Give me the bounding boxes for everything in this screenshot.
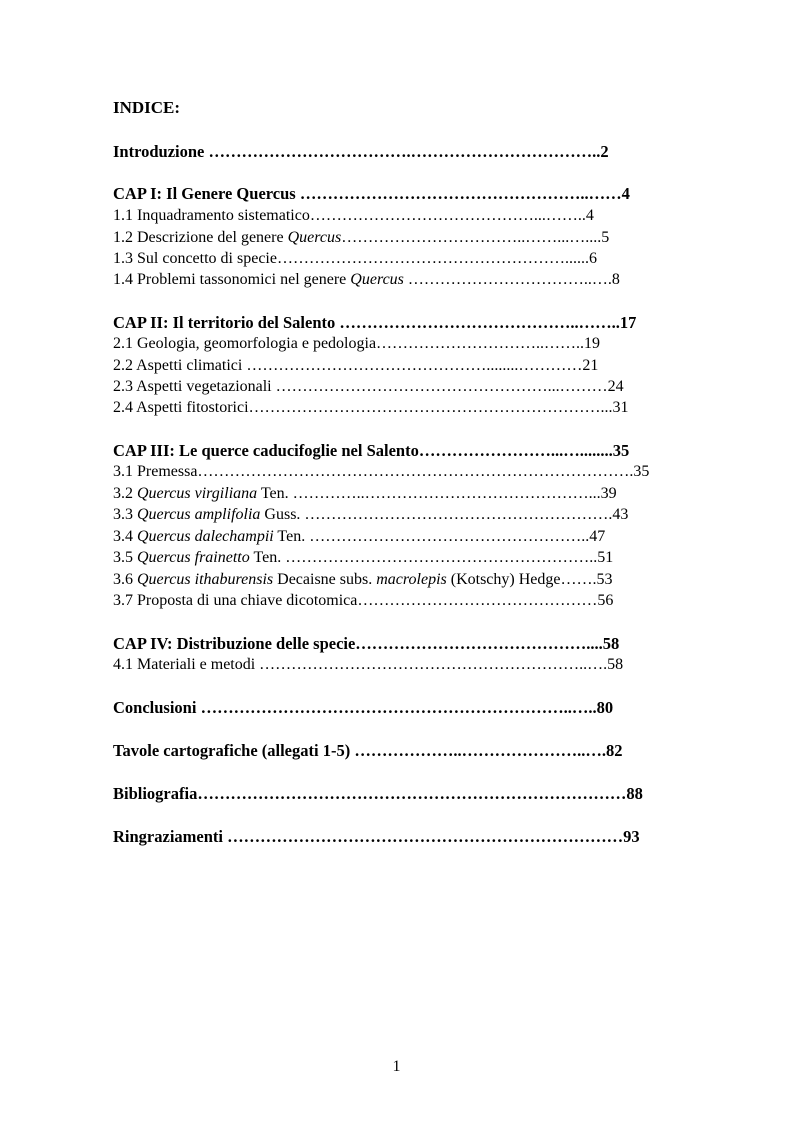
toc-entry	[113, 440, 629, 461]
toc-entry-text: Ten. …………..……………………………………...39	[257, 485, 617, 502]
toc-entry	[113, 183, 630, 204]
toc-entry	[113, 569, 613, 590]
toc-entry-text: 3.7 Proposta di una chiave dicotomica………………………………………56	[113, 592, 614, 609]
toc-entry	[113, 697, 613, 718]
toc-entry-text: 3.4	[113, 528, 137, 545]
toc-entry-text: CAP II: Il territorio del Salento ……………………………………..……..17	[113, 313, 637, 332]
toc-entry-text: Ringraziamenti ………………………………………………………………93	[113, 827, 640, 846]
toc-entry-text: 1.3 Sul concetto di specie………………………………………………......6	[113, 250, 597, 267]
toc-entry	[113, 248, 597, 269]
toc-entry	[113, 397, 629, 418]
toc-entry-text: 3.5	[113, 549, 137, 566]
toc-entry	[113, 826, 640, 847]
toc-entry-text: CAP IV: Distribuzione delle specie……………………………………....58	[113, 634, 620, 653]
toc-entry-italic-text: Quercus frainetto	[137, 549, 250, 566]
toc-entry	[113, 205, 594, 226]
toc-entry	[113, 227, 609, 248]
toc-entry	[113, 633, 619, 654]
toc-entry-text: Ten. …………………………………………………..51	[249, 549, 614, 566]
toc-entry-text: 2.4 Aspetti fitostorici…………………………………………………………...31	[113, 399, 629, 416]
toc-entry-text: ……………………………..……...…....5	[341, 229, 610, 246]
toc-entry-italic-text: Quercus	[350, 271, 404, 288]
toc-entry-text: Ten. ……………………………………………..47	[273, 528, 606, 545]
toc-entry	[113, 504, 628, 525]
toc-entry-text: 3.6	[113, 571, 137, 588]
toc-entry-text: 2.3 Aspetti vegetazionali ……………………………………………...………24	[113, 378, 624, 395]
toc-entry-italic-text: Quercus	[287, 229, 342, 246]
toc-entry-text: Tavole cartografiche (allegati 1-5) ………………..…………………..….82	[113, 741, 623, 760]
toc-entry-text: CAP III: Le querce caducifoglie nel Salento……………………...…........35	[113, 441, 630, 460]
toc-entry-text: 1.2 Descrizione del genere	[113, 229, 288, 246]
toc-entry-text: 3.1 Premessa……………………………………………………………………….35	[113, 463, 650, 480]
toc-entry-text: Decaisne subs.	[273, 571, 377, 588]
toc-entry	[113, 526, 605, 547]
toc-entry	[113, 312, 636, 333]
toc-entry-text: 3.3	[113, 506, 137, 523]
toc-entry	[113, 654, 623, 675]
toc-entry-text: Introduzione ……………………………….……………………………..2	[113, 142, 609, 161]
toc-entry	[113, 783, 643, 804]
toc-entry-text: Conclusioni …………………………………………………………..…..80	[113, 698, 614, 717]
toc-entry-text: Bibliografia……………………………………………………………………88	[113, 784, 643, 803]
toc-entry-text: Guss. ………………………………………………….43	[260, 506, 629, 523]
toc-entry	[113, 269, 620, 290]
toc-entry-text: 4.1 Materiali e metodi ……………………………………………………..….58	[113, 656, 624, 673]
toc-entry	[113, 461, 649, 482]
toc-entry	[113, 141, 609, 162]
toc-entry-text: 1.4 Problemi tassonomici nel genere	[113, 271, 351, 288]
toc-entry-text: 2.2 Aspetti climatici ………………………………………........…………21	[113, 357, 599, 374]
toc-entry-text: CAP I: Il Genere Quercus ……………………………………………..……4	[113, 184, 630, 203]
toc-entry-text: 1.1 Inquadramento sistematico……………………………………...……..4	[113, 207, 594, 224]
toc-entry	[113, 740, 622, 761]
toc-entry-text: 3.2	[113, 485, 137, 502]
page-number: 1	[392, 1058, 401, 1075]
toc-entry	[113, 483, 617, 504]
index-heading: INDICE:	[113, 98, 181, 117]
toc-entry	[113, 590, 613, 611]
toc-entry-italic-text: Quercus dalechampii	[137, 528, 274, 545]
toc-entry-italic-text: macrolepis	[376, 571, 447, 588]
toc-entry-text: 2.1 Geologia, geomorfologia e pedologia…………………………..……..19	[113, 335, 601, 352]
toc-entry-italic-text: Quercus virgiliana	[137, 485, 258, 502]
toc-entry	[113, 547, 613, 568]
toc-entry-italic-text: Quercus amplifolia	[137, 506, 261, 523]
toc-entry-text: (Kotschy) Hedge…….53	[446, 571, 613, 588]
toc-entry	[113, 333, 600, 354]
toc-entry	[113, 376, 624, 397]
toc-entry	[113, 355, 598, 376]
toc-entry-text: ……………………………..….8	[403, 271, 620, 288]
toc-entry-italic-text: Quercus ithaburensis	[137, 571, 274, 588]
